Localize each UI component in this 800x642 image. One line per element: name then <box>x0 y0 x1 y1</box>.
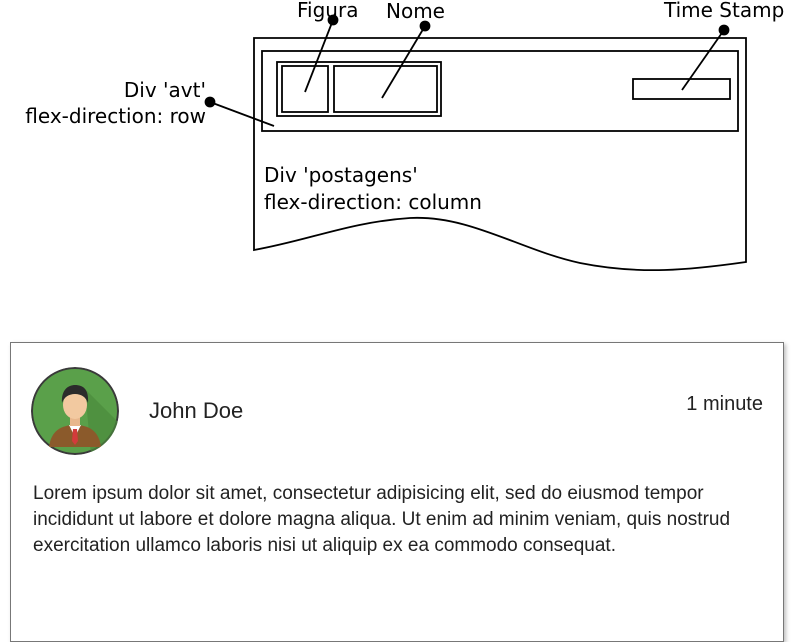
time-stamp-label: Time Stamp <box>664 0 785 22</box>
div-avt-label-line2: flex-direction: row <box>25 104 206 128</box>
post-header-row <box>31 365 763 457</box>
div-avt-arrow <box>210 102 274 126</box>
post-card <box>10 342 784 642</box>
time-stamp-box <box>633 79 730 99</box>
person-avatar-icon[interactable] <box>31 367 119 455</box>
nome-label: Nome <box>386 0 445 23</box>
nome-box <box>334 66 437 112</box>
div-avt-label-line1: Div 'avt' <box>123 78 206 102</box>
post-body-text: Lorem ipsum dolor sit amet, consectetur adipisicing elit, sed do eiusmod tempor incididunt ut labore et dolore magna aliqua. Ut enim ad minim veniam, quis nostrud exercitation ullamco laboris nisi ut aliquip ex ea commodo consequat. <box>33 483 731 556</box>
figura-box <box>282 66 328 112</box>
figura-nome-group-box <box>277 62 441 116</box>
post-timestamp: 1 minute <box>686 393 763 415</box>
div-postagens-label-line1: Div 'postagens' <box>264 163 418 187</box>
layout-diagram <box>0 0 800 290</box>
author-name[interactable]: John Doe <box>149 398 244 423</box>
div-postagens-label-line2: flex-direction: column <box>264 190 482 214</box>
figura-label: Figura <box>297 0 359 22</box>
time-stamp-arrow <box>682 30 724 90</box>
diagram-drawing <box>0 0 800 290</box>
